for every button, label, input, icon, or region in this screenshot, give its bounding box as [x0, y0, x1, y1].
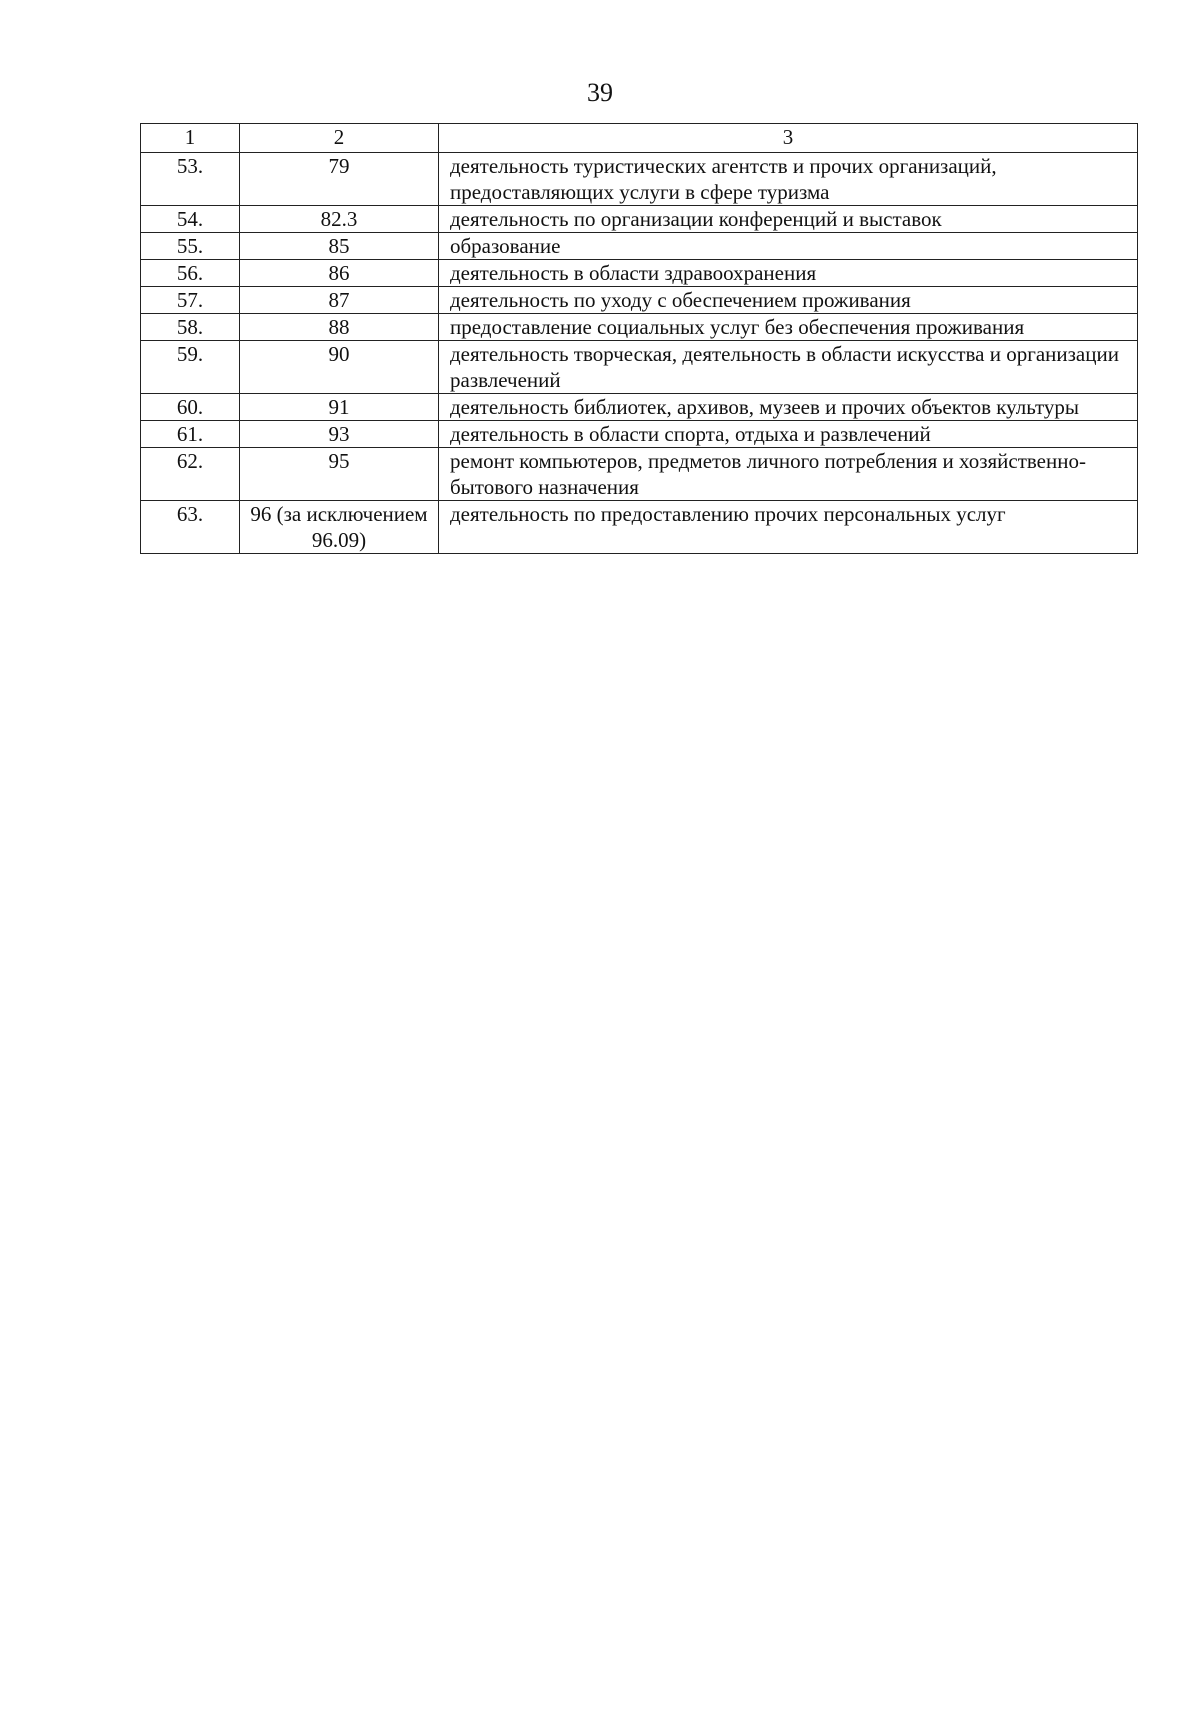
- table-header-row: [141, 124, 1138, 153]
- activity-description: образование: [439, 233, 1138, 260]
- table-row: [141, 314, 1138, 341]
- row-number: 54.: [141, 206, 240, 233]
- activity-code: 82.3: [240, 206, 439, 233]
- row-number: 58.: [141, 314, 240, 341]
- row-number: 57.: [141, 287, 240, 314]
- activity-description: деятельность в области здравоохранения: [439, 260, 1138, 287]
- activity-code: 91: [240, 394, 439, 421]
- row-number: 60.: [141, 394, 240, 421]
- row-number: 55.: [141, 233, 240, 260]
- table-row: [141, 287, 1138, 314]
- table-row: [141, 341, 1138, 394]
- activity-description: деятельность по организации конференций и выставок: [439, 206, 1138, 233]
- activity-code: 86: [240, 260, 439, 287]
- activity-description: предоставление социальных услуг без обеспечения проживания: [439, 314, 1138, 341]
- table-row: [141, 260, 1138, 287]
- table-row: [141, 421, 1138, 448]
- row-number: 59.: [141, 341, 240, 394]
- table-row: [141, 394, 1138, 421]
- activity-code: 90: [240, 341, 439, 394]
- table-row: [141, 233, 1138, 260]
- activity-code: 87: [240, 287, 439, 314]
- row-number: 62.: [141, 448, 240, 501]
- table-row: [141, 153, 1138, 206]
- activity-codes-table: [140, 123, 1138, 554]
- activity-description: ремонт компьютеров, предметов личного потребления и хозяйственно-бытового назначения: [439, 448, 1138, 501]
- activity-description: деятельность туристических агентств и прочих организаций, предоставляющих услуги в сфере туризма: [439, 153, 1138, 206]
- row-number: 61.: [141, 421, 240, 448]
- row-number: 56.: [141, 260, 240, 287]
- page-number: 39: [587, 78, 613, 107]
- activity-description: деятельность в области спорта, отдыха и развлечений: [439, 421, 1138, 448]
- activity-code: 79: [240, 153, 439, 206]
- column-header-2: 2: [240, 124, 439, 153]
- activity-code: 85: [240, 233, 439, 260]
- table-row: [141, 206, 1138, 233]
- activity-description: деятельность по предоставлению прочих персональных услуг: [439, 501, 1138, 554]
- activity-code: 95: [240, 448, 439, 501]
- column-header-1: 1: [141, 124, 240, 153]
- column-header-3: 3: [439, 124, 1138, 153]
- row-number: 63.: [141, 501, 240, 554]
- table-row: [141, 448, 1138, 501]
- activity-description: деятельность библиотек, архивов, музеев и прочих объектов культуры: [439, 394, 1138, 421]
- row-number: 53.: [141, 153, 240, 206]
- activity-description: деятельность по уходу с обеспечением проживания: [439, 287, 1138, 314]
- activity-code: 88: [240, 314, 439, 341]
- table-row: [141, 501, 1138, 554]
- activity-code: 93: [240, 421, 439, 448]
- activity-code: 96 (за исключением 96.09): [240, 501, 439, 554]
- activity-description: деятельность творческая, деятельность в области искусства и организации развлечений: [439, 341, 1138, 394]
